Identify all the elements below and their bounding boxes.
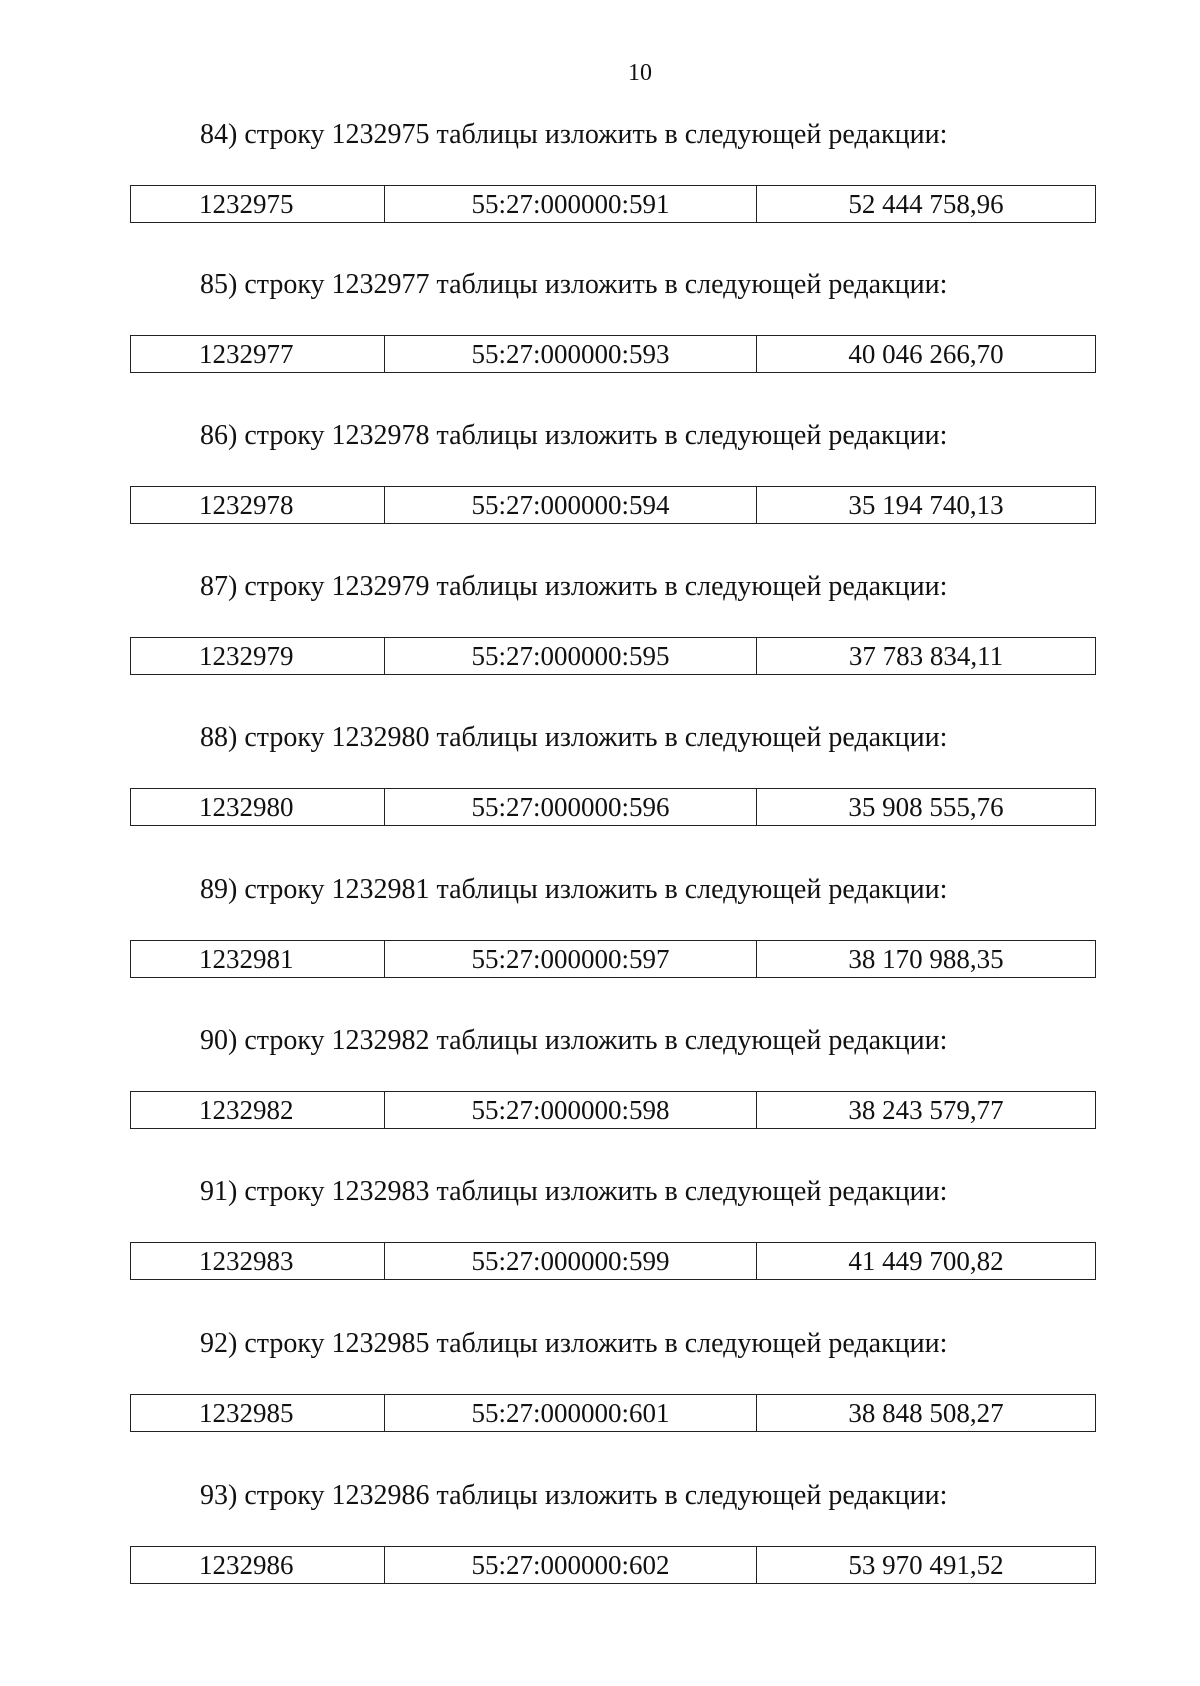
cadastral-number-cell: 55:27:000000:591 <box>385 186 757 222</box>
table-row <box>130 1242 1096 1280</box>
row-id-cell: 1232983 <box>131 1243 385 1279</box>
row-id-cell: 1232982 <box>131 1092 385 1128</box>
row-id-cell: 1232981 <box>131 941 385 977</box>
table-row <box>130 486 1096 524</box>
amendment-instruction: 91) строку 1232983 таблицы изложить в следующей редакции: <box>200 1176 948 1207</box>
cadastral-number-cell: 55:27:000000:599 <box>385 1243 757 1279</box>
amendment-instruction: 89) строку 1232981 таблицы изложить в следующей редакции: <box>200 874 948 905</box>
table-row <box>130 1091 1096 1129</box>
amendment-instruction: 90) строку 1232982 таблицы изложить в следующей редакции: <box>200 1025 948 1056</box>
row-id-cell: 1232977 <box>131 336 385 372</box>
amendment-instruction: 88) строку 1232980 таблицы изложить в следующей редакции: <box>200 722 948 753</box>
value-cell: 53 970 491,52 <box>848 1549 1004 1580</box>
cadastral-number-cell: 55:27:000000:594 <box>385 487 757 523</box>
cadastral-number-cell: 55:27:000000:602 <box>385 1547 757 1583</box>
row-id-cell: 1232985 <box>131 1395 385 1431</box>
table-row <box>130 1394 1096 1432</box>
value-cell: 40 046 266,70 <box>848 338 1004 369</box>
cadastral-number-cell: 55:27:000000:596 <box>385 789 757 825</box>
cadastral-number-cell: 55:27:000000:598 <box>385 1092 757 1128</box>
table-row <box>130 940 1096 978</box>
cadastral-number-cell: 55:27:000000:597 <box>385 941 757 977</box>
value-cell: 38 170 988,35 <box>848 943 1004 974</box>
value-cell: 35 194 740,13 <box>848 489 1004 520</box>
value-cell: 41 449 700,82 <box>848 1245 1004 1276</box>
row-id-cell: 1232978 <box>131 487 385 523</box>
amendment-instruction: 87) строку 1232979 таблицы изложить в следующей редакции: <box>200 571 948 602</box>
table-row <box>130 637 1096 675</box>
amendment-instruction: 93) строку 1232986 таблицы изложить в следующей редакции: <box>200 1480 948 1511</box>
amendment-instruction: 92) строку 1232985 таблицы изложить в следующей редакции: <box>200 1328 948 1359</box>
amendment-instruction: 84) строку 1232975 таблицы изложить в следующей редакции: <box>200 119 948 150</box>
amendment-instruction: 85) строку 1232977 таблицы изложить в следующей редакции: <box>200 269 948 300</box>
table-row <box>130 788 1096 826</box>
cadastral-number-cell: 55:27:000000:593 <box>385 336 757 372</box>
cadastral-number-cell: 55:27:000000:601 <box>385 1395 757 1431</box>
page-number: 10 <box>628 60 652 86</box>
table-row <box>130 1546 1096 1584</box>
table-row <box>130 335 1096 373</box>
cadastral-number-cell: 55:27:000000:595 <box>385 638 757 674</box>
value-cell: 37 783 834,11 <box>848 640 1004 671</box>
value-cell: 52 444 758,96 <box>848 188 1004 219</box>
row-id-cell: 1232979 <box>131 638 385 674</box>
row-id-cell: 1232975 <box>131 186 385 222</box>
row-id-cell: 1232986 <box>131 1547 385 1583</box>
value-cell: 38 848 508,27 <box>848 1397 1004 1428</box>
amendment-instruction: 86) строку 1232978 таблицы изложить в следующей редакции: <box>200 420 948 451</box>
row-id-cell: 1232980 <box>131 789 385 825</box>
table-row <box>130 185 1096 223</box>
value-cell: 38 243 579,77 <box>848 1094 1004 1125</box>
value-cell: 35 908 555,76 <box>848 791 1004 822</box>
